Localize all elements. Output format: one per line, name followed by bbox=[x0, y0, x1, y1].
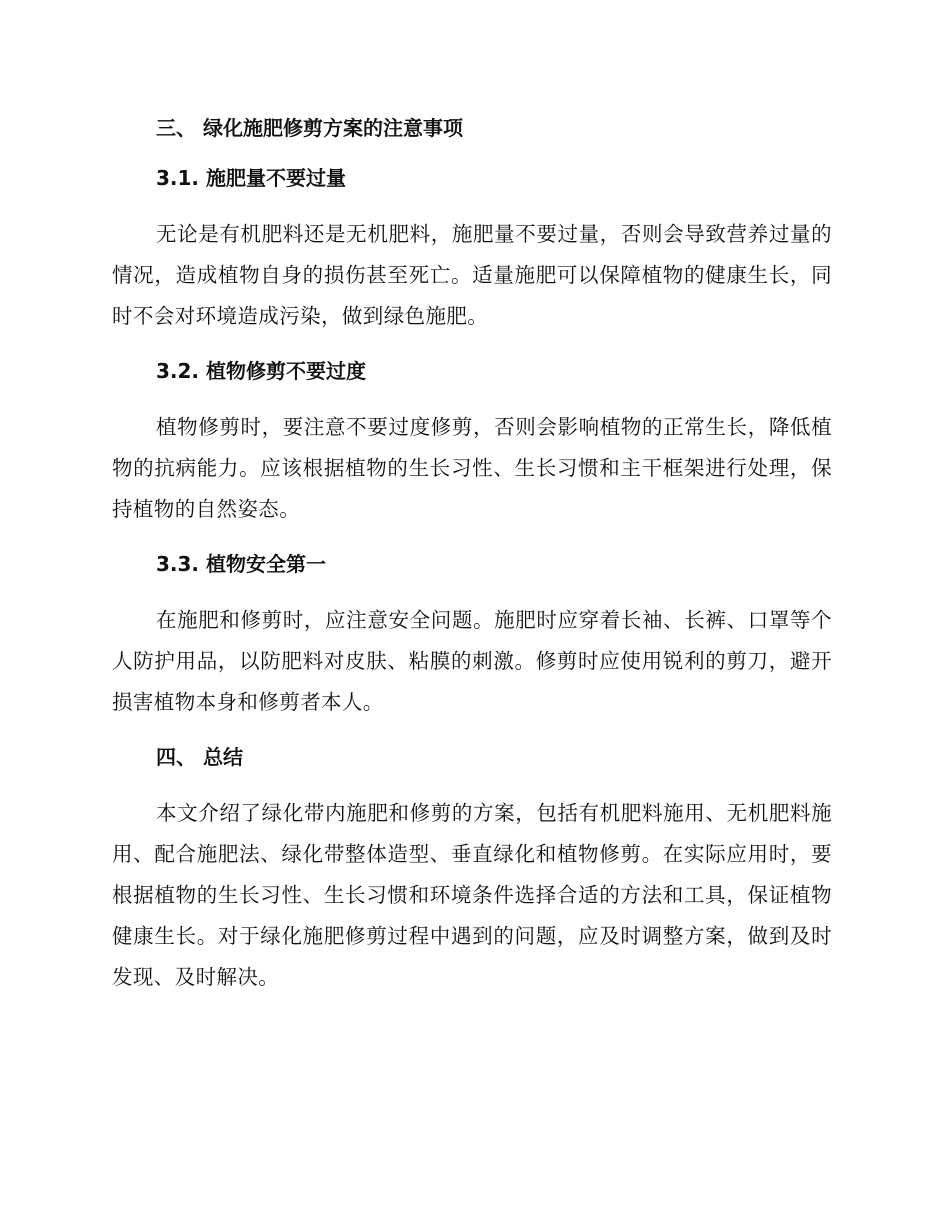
paragraph-pruning: 植物修剪时，要注意不要过度修剪，否则会影响植物的正常生长，降低植物的抗病能力。应该根据植物的生长习性、生长习惯和主干框架进行处理，保持植物的自然姿态。 bbox=[112, 415, 832, 521]
paragraph-summary: 本文介绍了绿化带内施肥和修剪的方案，包括有机肥料施用、无机肥料施用、配合施肥法、绿化带整体造型、垂直绿化和植物修剪。在实际应用时，要根据植物的生长习性、生长习惯和环境条件选择合适的方法和工具，保证植物健康生长。对于绿化施肥修剪过程中遇到的问题，应及时调整方案，做到及时发现、及时解决。 bbox=[112, 801, 832, 989]
subsection-heading-safety: 3.3. 植物安全第一 bbox=[156, 552, 326, 576]
paragraph-safety: 在施肥和修剪时，应注意安全问题。施肥时应穿着长袖、长裤、口罩等个人防护用品，以防肥料对皮肤、粘膜的刺激。修剪时应使用锐利的剪刀，避开损害植物本身和修剪者本人。 bbox=[112, 608, 832, 714]
document-body bbox=[112, 104, 832, 1018]
section-heading-notes: 三、 绿化施肥修剪方案的注意事项 bbox=[156, 116, 463, 140]
subsection-heading-fertilizer-amount: 3.1. 施肥量不要过量 bbox=[156, 166, 346, 190]
section-heading-summary: 四、 总结 bbox=[156, 745, 243, 769]
subsection-heading-pruning: 3.2. 植物修剪不要过度 bbox=[156, 359, 366, 383]
paragraph-fertilizer-amount: 无论是有机肥料还是无机肥料，施肥量不要过量，否则会导致营养过量的情况，造成植物自身的损伤甚至死亡。适量施肥可以保障植物的健康生长，同时不会对环境造成污染，做到绿色施肥。 bbox=[112, 222, 832, 328]
